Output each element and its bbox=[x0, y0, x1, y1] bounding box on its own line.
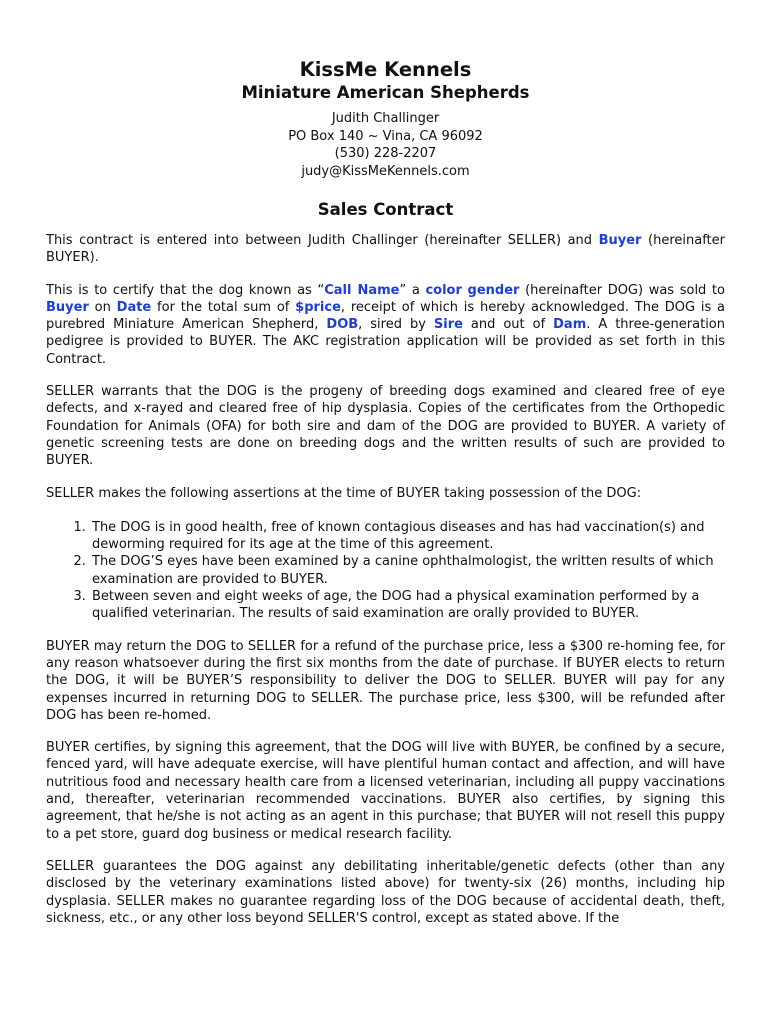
letterhead bbox=[46, 58, 725, 180]
certification-paragraph bbox=[46, 282, 725, 368]
postal-address: PO Box 140 ~ Vina, CA 96092 bbox=[288, 128, 483, 144]
assertions-list bbox=[46, 519, 725, 623]
buyer-field[interactable]: Buyer bbox=[598, 233, 642, 248]
price-field[interactable]: $price bbox=[295, 299, 341, 315]
text: This contract is entered into between Judith Challinger (hereinafter SELLER) and bbox=[46, 233, 599, 248]
text: This is to certify that the dog known as “ bbox=[46, 282, 325, 298]
text: , sired by bbox=[358, 317, 434, 333]
warranty-paragraph: SELLER warrants that the DOG is the progeny of breeding dogs examined and cleared free of eye defects, and x-rayed and cleared free of hip dysplasia. Copies of the certificates from the Orthopedic Foundation for Animals (OFA) for both sire and dam of the DOG are provided to BUYER. A variety of genetic screening tests are done on breeding dogs and the written results of such are provided to BUYER. bbox=[46, 384, 725, 469]
text: and out of bbox=[462, 317, 554, 333]
breed-name: Miniature American Shepherds bbox=[241, 83, 530, 102]
company-name: KissMe Kennels bbox=[299, 58, 472, 81]
parties-paragraph bbox=[46, 232, 725, 267]
text: . A three-generation pedigree is provided to BUYER. The AKC registration application will be provided as set forth in this Contract. bbox=[46, 317, 725, 367]
email-address: judy@KissMeKennels.com bbox=[301, 163, 470, 179]
return-policy-paragraph: BUYER may return the DOG to SELLER for a refund of the purchase price, less a $300 re-homing fee, for any reason whatsoever during the first six months from the date of purchase. If BUYER elects to return the DOG, it will be BUYER’S responsibility to deliver the DOG to SELLER. BUYER will pay for any expenses incurred in returning DOG to SELLER. The purchase price, less $300, will be refunded after DOG has been re-homed. bbox=[46, 638, 725, 723]
text: on bbox=[88, 299, 117, 315]
sire-field[interactable]: Sire bbox=[433, 317, 463, 333]
buyer-certification-paragraph: BUYER certifies, by signing this agreement, that the DOG will live with BUYER, be confined by a secure, fenced yard, will have adequate exercise, will have plentiful human contact and affection, and will have nutritious food and necessary health care from a licensed veterinarian, including all puppy vaccinations and, thereafter, veterinarian recommended vaccinations. BUYER also certifies, by signing this agreement, that he/she is not acting as an agent in this purchase; that BUYER will not resell this puppy to a pet store, guard dog business or medical research facility. bbox=[46, 740, 725, 842]
gender-field[interactable]: gender bbox=[467, 282, 520, 298]
text: ” a bbox=[399, 282, 426, 298]
text: (hereinafter BUYER). bbox=[46, 233, 725, 266]
date-field[interactable]: Date bbox=[116, 299, 152, 315]
document-title: Sales Contract bbox=[317, 200, 454, 219]
dob-field[interactable]: DOB bbox=[326, 317, 359, 333]
owner-name: Judith Challinger bbox=[331, 111, 440, 126]
phone-number: (530) 228-2207 bbox=[334, 146, 437, 161]
buyer-field-2[interactable]: Buyer bbox=[46, 299, 89, 315]
list-item: 3. Between seven and eight weeks of age, the DOG had a physical examination performed by a qualified veterinarian. The results of said examination are orally provided to BUYER. bbox=[90, 588, 725, 623]
call-name-field[interactable]: Call Name bbox=[324, 282, 400, 298]
dam-field[interactable]: Dam bbox=[553, 317, 587, 333]
text: , receipt of which is hereby acknowledged. The DOG is a purebred Miniature American Shepherd, bbox=[46, 299, 725, 333]
assertions-intro: SELLER makes the following assertions at the time of BUYER taking possession of the DOG: bbox=[46, 485, 642, 501]
list-item: 1. The DOG is in good health, free of known contagious diseases and has had vaccination(s) and deworming required for its age at the time of this agreement. bbox=[90, 519, 725, 554]
text: for the total sum of bbox=[151, 299, 296, 315]
color-field[interactable]: color bbox=[425, 282, 462, 298]
guarantee-paragraph: SELLER guarantees the DOG against any debilitating inheritable/genetic defects (other than any disclosed by the veterinary examinations listed above) for twenty-six (26) months, including hip dysplasia. SELLER makes no guarantee regarding loss of the DOG because of accidental death, theft, sickness, etc., or any other loss beyond SELLER'S control, except as stated above. If the bbox=[46, 858, 725, 926]
text: (hereinafter DOG) was sold to bbox=[519, 282, 725, 298]
list-item: 2. The DOG’S eyes have been examined by a canine ophthalmologist, the written results of which examination are provided to BUYER. bbox=[90, 553, 725, 588]
